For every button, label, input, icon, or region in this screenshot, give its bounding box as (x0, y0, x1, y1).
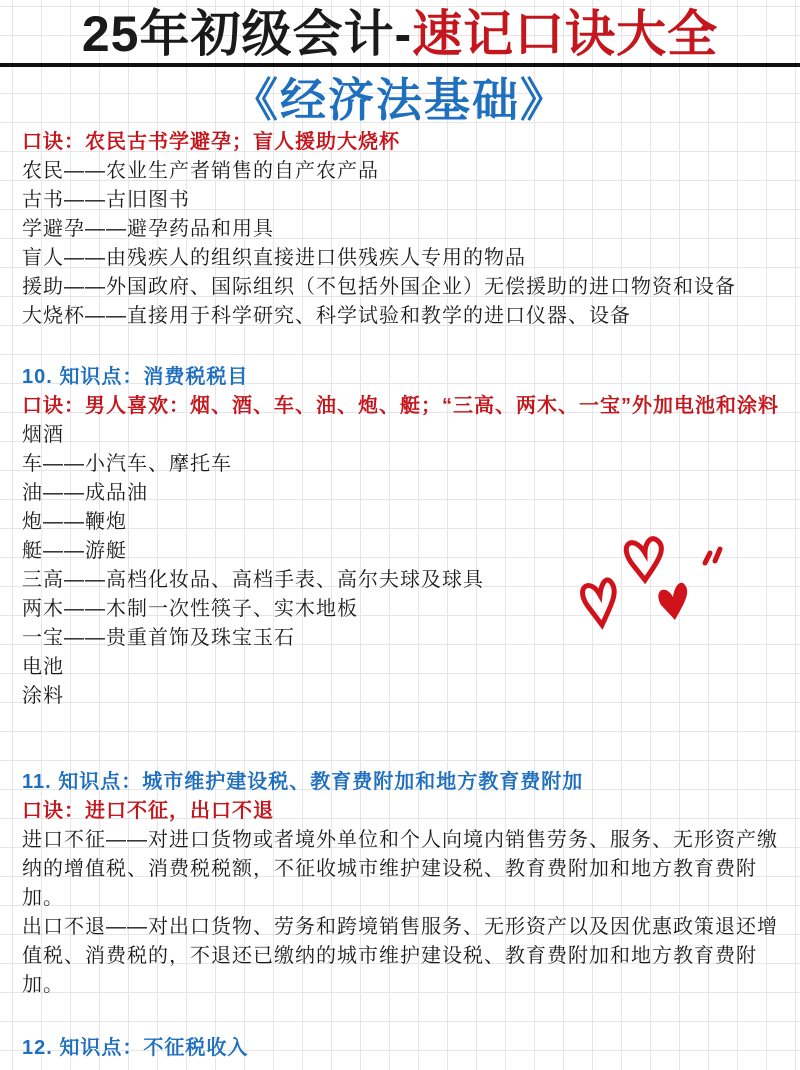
list-item: 一宝——贵重首饰及珠宝玉石 (22, 627, 295, 649)
mnemonic: 口诀：男人喜欢：烟、酒、车、油、炮、艇；“三高、两木、一宝”外加电池和涂料 (22, 395, 779, 417)
mnemonic: 口诀：农民古书学避孕；盲人援助大烧杯 (22, 131, 400, 153)
section-9 (22, 128, 782, 331)
list-item: 油——成品油 (22, 482, 148, 504)
title-red: 速记口诀大全 (412, 6, 719, 62)
page-title (0, 4, 800, 64)
section-heading: 12. 知识点：不征税收入 (22, 1037, 249, 1059)
section-heading: 10. 知识点：消费税税目 (22, 366, 249, 388)
list-item: 车——小汽车、摩托车 (22, 453, 232, 475)
hearts-decoration-icon (575, 525, 735, 635)
list-item: 两木——木制一次性筷子、实木地板 (22, 598, 358, 620)
list-item: 涂料 (22, 685, 64, 707)
list-item: 农民——农业生产者销售的自产农产品 (22, 160, 379, 182)
paragraph: 出口不退——对出口货物、劳务和跨境销售服务、无形资产以及因优惠政策退还增值税、消费税的，不退还已缴纳的城市维护建设税、教育费附加和地方教育费附加。 (22, 916, 778, 996)
mnemonic: 口诀：进口不征，出口不退 (22, 800, 274, 822)
section-11 (22, 768, 782, 1000)
list-item: 盲人——由残疾人的组织直接进口供残疾人专用的物品 (22, 247, 526, 269)
list-item: 援助——外国政府、国际组织（不包括外国企业）无偿援助的进口物资和设备 (22, 276, 736, 298)
list-item: 烟酒 (22, 424, 64, 446)
list-item: 大烧杯——直接用于科学研究、科学试验和教学的进口仪器、设备 (22, 305, 631, 327)
section-heading: 11. 知识点：城市维护建设税、教育费附加和地方教育费附加 (22, 771, 584, 793)
list-item: 学避孕——避孕药品和用具 (22, 218, 274, 240)
list-item: 电池 (22, 656, 64, 678)
list-item: 古书——古旧图书 (22, 189, 190, 211)
subtitle: 《经济法基础》 (232, 74, 568, 126)
list-item: 炮——鞭炮 (22, 511, 127, 533)
title-black: 25年初级会计- (81, 6, 413, 62)
section-12 (22, 1034, 782, 1063)
list-item: 艇——游艇 (22, 540, 127, 562)
divider (0, 63, 800, 67)
list-item: 三高——高档化妆品、高档手表、高尔夫球及球具 (22, 569, 484, 591)
paragraph: 进口不征——对进口货物或者境外单位和个人向境内销售劳务、服务、无形资产缴纳的增值税、消费税税额，不征收城市维护建设税、教育费附加和地方教育费附加。 (22, 829, 778, 909)
